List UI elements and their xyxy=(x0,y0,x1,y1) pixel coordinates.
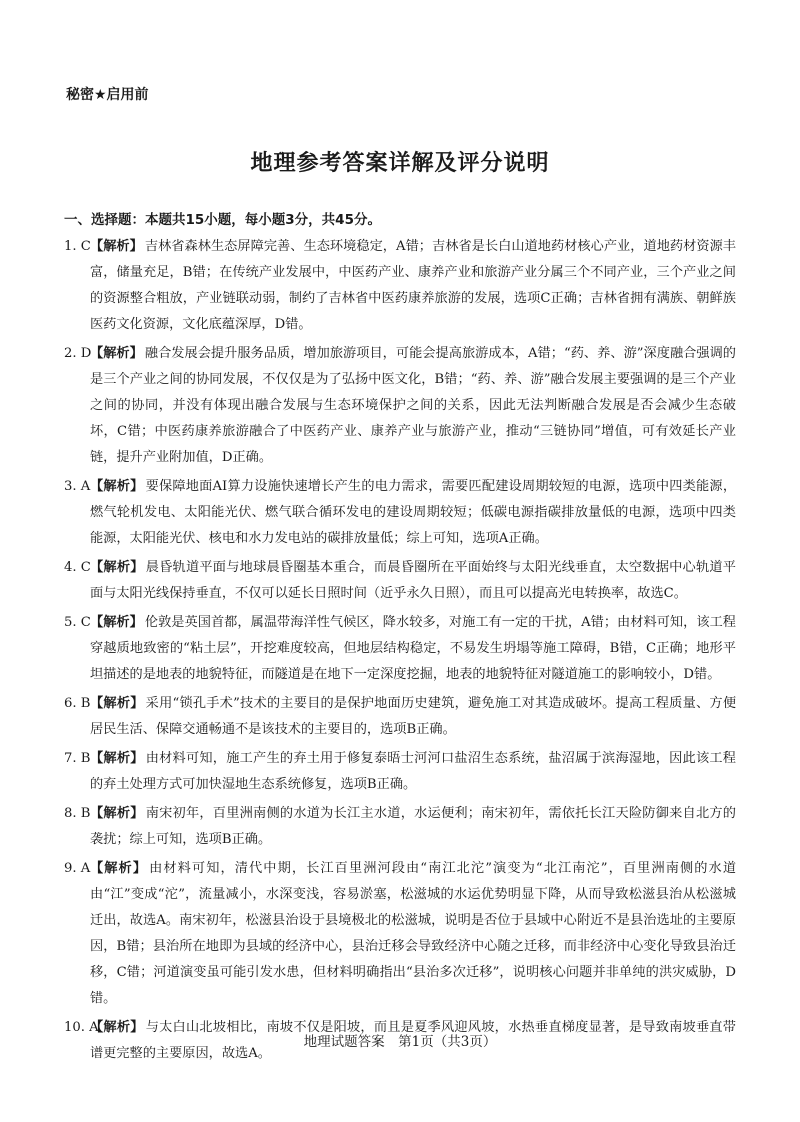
answer-item-9 xyxy=(64,856,736,1012)
analysis-text: 要保障地面AI算力设施快速增长产生的电力需求，需要匹配建设周期较短的电源，选项中四类能源，燃气轮机发电、太阳能光伏、燃气联合循环发电的建设周期较短；低碳电源指碳排放量低的电源，选项中四类能源，太阳能光伏、核电和水力发电站的碳排放量低；综上可知，选项A正确。 xyxy=(90,479,737,546)
confidential-label: 秘密★启用前 xyxy=(66,87,149,103)
analysis-text: 融合发展会提升服务品质，增加旅游项目，可能会提高旅游成本，A错；“药、养、游”深度融合强调的是三个产业之间的协同发展，不仅仅是为了弘扬中医文化，B错；“药、养、游”融合发展主要强调的是三个产业之间的协同，并没有体现出融合发展与生态环境保护之间的关系，因此无法判断融合发展是否会减少生态破坏，C错；中医药康养旅游融合了中医药产业、康养产业与旅游产业，推动“三链协同”增值，可有效延长产业链，提升产业附加值，D正确。 xyxy=(90,346,736,465)
analysis-text: 晨昏轨道平面与地球晨昏圈基本重合，而晨昏圈所在平面始终与太阳光线垂直，太空数据中心轨道平面与太阳光线保持垂直，不仅可以延长日照时间（近乎永久日照），而且可以提高光电转换率，故选C。 xyxy=(90,560,736,601)
answer-list xyxy=(64,234,736,1070)
analysis-tag: 【解析】 xyxy=(90,806,144,821)
analysis-text: 南宋初年，百里洲南侧的水道为长江主水道，水运便利；南宋初年，需依托长江天险防御来自北方的袭扰；综上可知，选项B正确。 xyxy=(90,806,736,847)
answer-number: 8. B xyxy=(64,806,91,821)
answer-number: 4. C xyxy=(64,560,91,575)
answer-number: 7. B xyxy=(64,751,91,766)
analysis-tag: 【解析】 xyxy=(90,560,144,575)
analysis-text: 与太白山北坡相比，南坡不仅是阳坡，而且是夏季风迎风坡，水热垂直梯度显著，是导致南坡垂直带谱更完整的主要原因，故选A。 xyxy=(90,1020,736,1061)
analysis-tag: 【解析】 xyxy=(90,751,144,766)
answer-number: 2. D xyxy=(64,346,92,361)
answer-number: 3. A xyxy=(64,479,91,494)
answer-item-1 xyxy=(64,234,736,338)
analysis-text: 伦敦是英国首都，属温带海洋性气候区，降水较多，对施工有一定的干扰，A错；由材料可知，该工程穿越质地致密的“粘土层”，开挖难度较高，但地层结构稳定，不易发生坍塌等施工障碍，B错，C正确；地形平坦描述的是地表的地貌特征，而隧道是在地下一定深度挖掘，地表的地貌特征对隧道施工的影响较小，D错。 xyxy=(90,615,736,682)
answer-item-8 xyxy=(64,801,736,853)
answer-number: 6. B xyxy=(64,696,91,711)
page-footer: 地理试题答案 第1页（共3页） xyxy=(303,1034,497,1050)
answer-number: 9. A xyxy=(64,861,91,876)
answer-item-5 xyxy=(64,610,736,688)
analysis-text: 吉林省森林生态屏障完善、生态环境稳定，A错；吉林省是长白山道地药材核心产业，道地药材资源丰富，储量充足，B错；在传统产业发展中，中医药产业、康养产业和旅游产业分属三个不同产业，三个产业之间的资源整合粗放，产业链联动弱，制约了吉林省中医药康养旅游的发展，选项C正确；吉林省拥有满族、朝鲜族医药文化资源，文化底蕴深厚，D错。 xyxy=(90,239,736,332)
analysis-tag: 【解析】 xyxy=(90,1020,144,1035)
answer-number: 1. C xyxy=(64,239,91,254)
analysis-tag: 【解析】 xyxy=(90,861,148,876)
answer-number: 10. A xyxy=(64,1020,99,1035)
analysis-text: 由材料可知，清代中期，长江百里洲河段由“南江北沱”演变为“北江南沱”，百里洲南侧的水道由“江”变成“沱”，流量减小，水深变浅，容易淤塞，松滋城的水运优势明显下降，从而导致松滋县治从松滋城迁出，故选A。南宋初年，松滋县治设于县境极北的松滋城，说明是否位于县域中心附近不是县治选址的主要原因，B错；县治所在地即为县域的经济中心，县治迁移会导致经济中心随之迁移，而非经济中心变化导致县治迁移，C错；河道演变虽可能引发水患，但材料明确指出“县治多次迁移”，说明核心问题并非单纯的洪灾威胁，D错。 xyxy=(90,861,737,1006)
analysis-tag: 【解析】 xyxy=(90,239,143,254)
answer-item-7 xyxy=(64,746,736,798)
page-title: 地理参考答案详解及评分说明 xyxy=(250,151,550,176)
answer-item-2 xyxy=(64,341,736,471)
section-heading: 一、选择题：本题共15小题，每小题3分，共45分。 xyxy=(64,212,381,228)
answer-item-3 xyxy=(64,474,736,552)
answer-item-4 xyxy=(64,555,736,607)
analysis-tag: 【解析】 xyxy=(90,346,143,361)
analysis-tag: 【解析】 xyxy=(90,696,144,711)
answer-number: 5. C xyxy=(64,615,91,630)
answer-item-6 xyxy=(64,691,736,743)
analysis-text: 采用“锁孔手术”技术的主要目的是保护地面历史建筑，避免施工对其造成破坏。提高工程质量、方便居民生活、保障交通畅通不是该技术的主要目的，选项B正确。 xyxy=(90,696,737,737)
analysis-text: 由材料可知，施工产生的弃土用于修复泰晤士河河口盐沼生态系统，盐沼属于滨海湿地，因此该工程的弃土处理方式可加快湿地生态系统修复，选项B正确。 xyxy=(90,751,736,792)
analysis-tag: 【解析】 xyxy=(90,479,144,494)
analysis-tag: 【解析】 xyxy=(90,615,143,630)
